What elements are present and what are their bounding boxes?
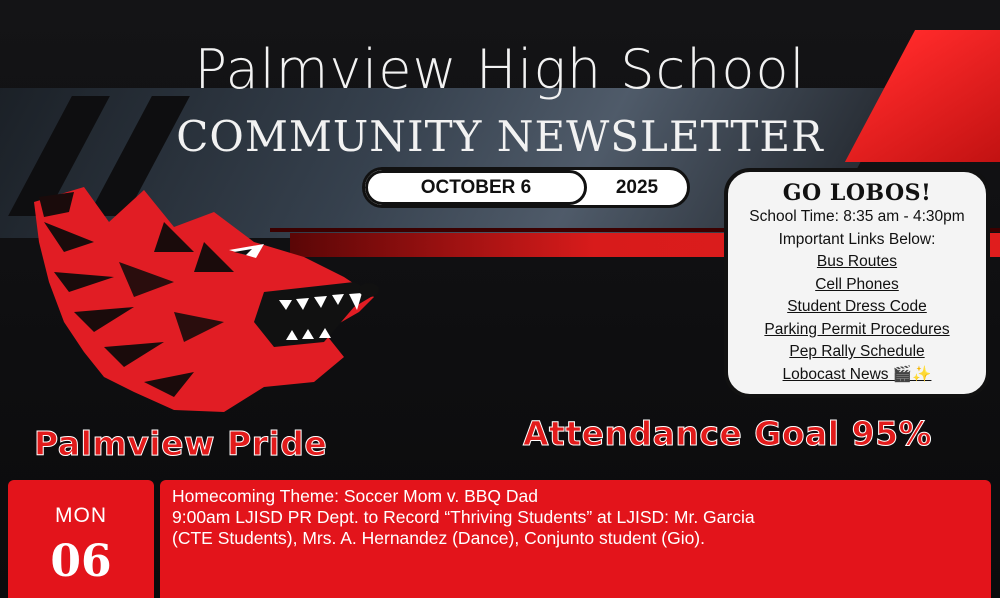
day-box: [8, 480, 154, 598]
event-line: 9:00am LJISD PR Dept. to Record “Thriving Students” at LJISD: Mr. Garcia: [172, 507, 755, 527]
bus-routes-link[interactable]: Bus Routes: [816, 253, 898, 270]
date-pill: [362, 167, 690, 208]
wolf-mascot-icon: [24, 182, 384, 422]
event-line: (CTE Students), Mrs. A. Hernandez (Dance), Conjunto student (Gio).: [172, 528, 705, 548]
parking-permit-link[interactable]: Parking Permit Procedures: [764, 320, 950, 338]
date-month-day: OCTOBER 6: [365, 170, 587, 205]
newsletter-title: COMMUNITY NEWSLETTER: [176, 112, 824, 161]
dress-code-link[interactable]: Student Dress Code: [787, 298, 927, 315]
links-intro: Important Links Below:: [778, 230, 936, 248]
pep-rally-link[interactable]: Pep Rally Schedule: [789, 343, 925, 360]
cell-phones-link[interactable]: Cell Phones: [815, 275, 899, 293]
event-line: Homecoming Theme: Soccer Mom v. BBQ Dad: [172, 486, 539, 506]
info-card-title: GO LOBOS!: [782, 180, 932, 206]
pride-slogan: Palmview Pride: [34, 424, 328, 463]
day-name: MON: [55, 504, 107, 527]
school-name: Palmview High School: [194, 38, 806, 101]
attendance-goal: Attendance Goal 95%: [523, 414, 933, 453]
day-number: 06: [50, 536, 112, 587]
event-box: [160, 480, 991, 598]
info-card: [724, 168, 990, 398]
date-year: 2025: [615, 176, 659, 198]
school-time: School Time: 8:35 am - 4:30pm: [749, 208, 965, 225]
lobocast-news-link[interactable]: Lobocast News 🎬✨: [782, 365, 932, 383]
